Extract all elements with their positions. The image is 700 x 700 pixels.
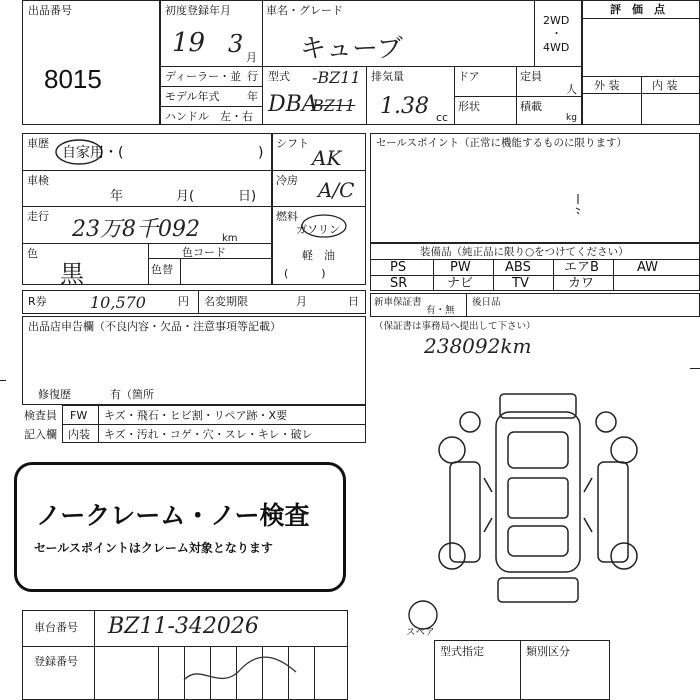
- drive-4wd: 4WD: [543, 41, 570, 54]
- mileage-label: 走行: [27, 210, 49, 223]
- equip-ps: PS: [390, 260, 407, 275]
- first-registration-month-unit: 月: [246, 51, 257, 64]
- model-type-value-top: -BZ11: [312, 68, 361, 87]
- handle-label: ハンドル: [165, 110, 209, 123]
- inspector-fw-label: FW: [70, 409, 88, 422]
- mileage-unit: km: [222, 233, 238, 244]
- mileage-value: 23万8千092: [72, 217, 200, 242]
- model-year-label: モデル年式: [165, 90, 220, 103]
- fuel-paren: ( ): [284, 267, 326, 280]
- fuel-label: 燃料: [276, 210, 298, 223]
- name-change-day: 日: [348, 295, 359, 308]
- inspector-in-label: 内装: [68, 428, 90, 441]
- model-type-label: 型式: [268, 70, 290, 83]
- door-label: ドア: [458, 70, 480, 83]
- inspector-fw-text: キズ・飛石・ヒビ割・リペア跡・X要: [104, 409, 288, 422]
- spare-label: スペア: [406, 627, 435, 638]
- warranty-label: 新車保証書: [374, 297, 422, 308]
- office-note-label: （保証書は事務局へ提出して下さい）: [374, 321, 536, 332]
- equip-tv: TV: [512, 276, 529, 291]
- sales-points-mark: [572, 192, 584, 216]
- name-change-label: 名変期限: [204, 295, 248, 308]
- car-name-value: キューブ: [300, 34, 403, 64]
- dealer-unit: 行: [247, 70, 258, 83]
- chassis-value: BZ11-342026: [108, 614, 259, 639]
- recycle-value: 10,570: [90, 293, 146, 312]
- lot-label: 出品番号: [28, 4, 72, 17]
- warranty-value: 有・無: [426, 305, 455, 316]
- recycle-unit: 円: [178, 295, 189, 308]
- shift-label: シフト: [276, 137, 309, 150]
- car-name-label: 車名・グレード: [266, 4, 343, 17]
- model-type-value-bottom: DBA: [268, 92, 318, 117]
- registration-scribble: [180, 652, 300, 692]
- rating-title: 評 価 点: [610, 3, 665, 16]
- repaint-label: 色替: [151, 263, 173, 276]
- first-registration-month: 3: [228, 30, 244, 58]
- drive-2wd: 2WD: [543, 14, 570, 27]
- inspection-day: 日): [238, 189, 257, 204]
- equip-airbag: エアB: [564, 260, 599, 275]
- inspector-label-2: 記入欄: [24, 428, 57, 441]
- equip-abs: ABS: [505, 260, 531, 275]
- inspection-year: 年: [110, 189, 124, 204]
- lot-box: [22, 0, 160, 125]
- handle-value: 左・右: [220, 110, 253, 123]
- aircon-value: A/C: [318, 178, 355, 202]
- fuel-diesel: 軽 油: [302, 249, 335, 262]
- type-designation-label: 型式指定: [440, 645, 484, 658]
- aircon-label: 冷房: [276, 174, 298, 187]
- capacity-unit: 人: [566, 83, 577, 96]
- load-unit: kg: [566, 113, 577, 123]
- color-code-label: 色コード: [182, 246, 226, 259]
- noclaim-sub: セールスポイントはクレーム対象となります: [34, 541, 273, 555]
- inspector-in-text: キズ・汚れ・コゲ・穴・スレ・キレ・破レ: [104, 428, 313, 441]
- history-value: 自家用・(: [62, 145, 124, 161]
- equip-pw: PW: [450, 260, 471, 275]
- repair-value: 有（箇所: [110, 388, 154, 401]
- inspection-month: 月(: [176, 189, 195, 204]
- recycle-label: R券: [28, 295, 47, 308]
- chassis-label: 車台番号: [34, 621, 78, 634]
- car-diagram: [430, 382, 660, 612]
- office-note-value: 238092km: [424, 334, 532, 358]
- equip-sr: SR: [390, 276, 408, 291]
- sales-points-box: [370, 133, 700, 243]
- history-label: 車歴: [27, 137, 49, 150]
- history-close: ): [258, 145, 264, 161]
- registration-label: 登録番号: [34, 655, 78, 668]
- color-value: 黒: [60, 260, 84, 288]
- equip-aw: AW: [637, 260, 659, 275]
- declaration-label: 出品店申告欄（不良内容・欠品・注意事項等記載）: [28, 320, 281, 333]
- model-type-struck: BZ11: [312, 96, 356, 115]
- model-year-unit: 年: [247, 90, 258, 103]
- shift-value: AK: [312, 146, 342, 170]
- color-label: 色: [27, 247, 38, 260]
- fuel-gasoline: ガソリン: [296, 223, 340, 236]
- name-change-month: 月: [296, 295, 307, 308]
- displacement-value: 1.38: [380, 94, 429, 119]
- inspection-label: 車検: [27, 174, 49, 187]
- repair-label: 修復歴: [38, 388, 71, 401]
- load-label: 積載: [520, 100, 542, 113]
- equip-leather: カワ: [568, 276, 595, 291]
- post-date-label: 後日品: [472, 297, 501, 308]
- noclaim-title: ノークレーム・ノー検査: [36, 501, 310, 530]
- dealer-label: ディーラー・並: [165, 70, 242, 83]
- sales-points-label: セールスポイント（正常に機能するものに限ります）: [376, 137, 628, 149]
- drive-dot: ・: [551, 27, 562, 40]
- first-registration-label: 初度登録年月: [165, 4, 231, 17]
- equip-navi: ナビ: [447, 276, 474, 291]
- rating-exterior: 外 装: [594, 79, 620, 92]
- lot-number: 8015: [44, 64, 102, 94]
- equipment-title: 装備品（純正品に限り○をつけてください）: [420, 246, 629, 258]
- first-registration-year: 19: [172, 28, 206, 58]
- capacity-label: 定員: [520, 70, 542, 83]
- rating-interior: 内 装: [652, 79, 678, 92]
- shape-label: 形状: [458, 100, 480, 113]
- recycle-box: [22, 290, 366, 314]
- inspector-label-1: 検査員: [24, 409, 57, 422]
- category-label: 類別区分: [526, 645, 570, 658]
- displacement-unit: cc: [436, 111, 449, 124]
- displacement-label: 排気量: [371, 70, 404, 83]
